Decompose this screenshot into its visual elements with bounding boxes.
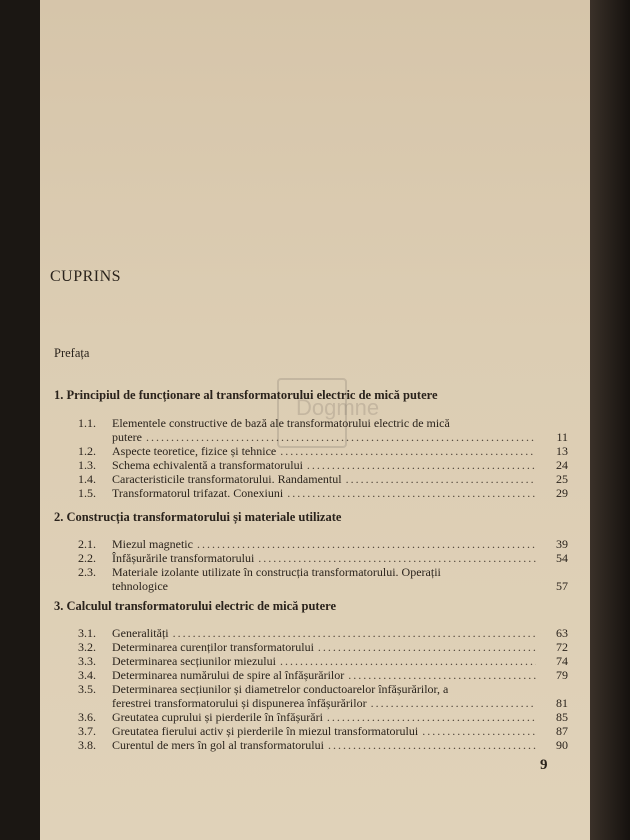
toc-entry-number: 2.3. [78, 565, 96, 579]
toc-entry [78, 654, 568, 668]
toc-entry-page: 13 [556, 444, 568, 458]
toc-entry-text: Înfășurările transformatorului [112, 551, 255, 565]
toc-entry-text: Greutatea fierului activ și pierderile în miezul transformatorului [112, 724, 419, 738]
watermark-text: Dogmne [296, 395, 380, 420]
book-edge [590, 0, 630, 840]
leader-dots [348, 668, 536, 682]
toc-entry-number: 2.1. [78, 537, 96, 551]
toc-entry-page: 11 [556, 430, 568, 444]
toc-entry-text: Generalități [112, 626, 169, 640]
toc-entry-text: Schema echivalentă a transformatorului [112, 458, 303, 472]
toc-entry-page: 74 [556, 654, 568, 668]
book-page [40, 0, 590, 840]
leader-dots [327, 710, 536, 724]
toc-entry-number: 3.5. [78, 682, 96, 696]
leader-dots [280, 654, 536, 668]
leader-dots [280, 444, 536, 458]
toc-entry-page: 57 [556, 579, 568, 593]
toc-entry-number: 1.4. [78, 472, 96, 486]
toc-entry-page: 63 [556, 626, 568, 640]
toc-entry-page: 25 [556, 472, 568, 486]
toc-entry [78, 537, 568, 551]
toc-entry [78, 472, 568, 486]
leader-dots [346, 472, 536, 486]
toc-entry-number: 3.7. [78, 724, 96, 738]
toc-entry-page: 79 [556, 668, 568, 682]
toc-entry-text: Curentul de mers în gol al transformatorului [112, 738, 324, 752]
toc-entry-number: 3.1. [78, 626, 96, 640]
leader-dots [307, 458, 536, 472]
toc-entry [78, 682, 568, 710]
toc-entry [78, 668, 568, 682]
toc-entry-page: 85 [556, 710, 568, 724]
leader-dots [318, 640, 536, 654]
toc-entry-page: 39 [556, 537, 568, 551]
toc-entry-number: 1.2. [78, 444, 96, 458]
toc-entry [78, 458, 568, 472]
toc-entry-text: Miezul magnetic [112, 537, 193, 551]
toc-entry-text: Determinarea secțiunilor miezului [112, 654, 276, 668]
toc-entry-number: 3.2. [78, 640, 96, 654]
toc-entry-text: Materiale izolante utilizate în construcția transformatorului. Operații [112, 565, 441, 579]
toc-entry-text: Greutatea cuprului și pierderile în înfășurări [112, 710, 323, 724]
toc-entry [78, 551, 568, 565]
toc-entry [78, 565, 568, 593]
toc-entry [78, 724, 568, 738]
leader-dots [173, 626, 536, 640]
toc-entry-page: 54 [556, 551, 568, 565]
toc-entry-page: 81 [556, 696, 568, 710]
toc-entry [78, 710, 568, 724]
toc-entry-number: 2.2. [78, 551, 96, 565]
page-title: CUPRINS [50, 268, 122, 285]
leader-dots [422, 724, 536, 738]
toc-entry [78, 486, 568, 500]
toc-preface: Prefața [54, 346, 90, 360]
toc-entry-number: 3.4. [78, 668, 96, 682]
page-number: 9 [540, 757, 548, 773]
toc-entry-page: 87 [556, 724, 568, 738]
leader-dots [371, 696, 536, 710]
toc-chapter-title: 1. Principiul de funcționare al transformatorului electric de mică putere [54, 388, 438, 402]
leader-dots [197, 537, 536, 551]
toc-entry-page: 29 [556, 486, 568, 500]
toc-entry-number: 3.6. [78, 710, 96, 724]
toc-entry-text: tehnologice [112, 579, 168, 593]
toc-entry-page: 90 [556, 738, 568, 752]
leader-dots [146, 430, 536, 444]
toc-entry-text: ferestrei transformatorului și dispunerea înfășurărilor [112, 696, 367, 710]
toc-entry-text: Aspecte teoretice, fizice și tehnice [112, 444, 277, 458]
toc-entry-text: Determinarea numărului de spire al înfășurărilor [112, 668, 345, 682]
toc-entry [78, 738, 568, 752]
toc-entry [78, 416, 568, 444]
toc-entry-text: Determinarea secțiunilor și diametrelor conductoarelor înfășurărilor, a [112, 682, 449, 696]
toc-entry-page: 72 [556, 640, 568, 654]
toc-entry-text: putere [112, 430, 142, 444]
toc-entry-number: 3.8. [78, 738, 96, 752]
toc-entry-text: Determinarea curenților transformatorului [112, 640, 314, 654]
toc-entry-number: 1.5. [78, 486, 96, 500]
toc-chapter-title: 2. Construcția transformatorului și materiale utilizate [54, 510, 342, 524]
toc-entry-text: Transformatorul trifazat. Conexiuni [112, 486, 284, 500]
toc-entry [78, 444, 568, 458]
toc-entry [78, 640, 568, 654]
leader-dots [258, 551, 536, 565]
leader-dots [328, 738, 536, 752]
toc-entry-number: 1.3. [78, 458, 96, 472]
toc-entry [78, 626, 568, 640]
toc-chapter-title: 3. Calculul transformatorului electric de mică putere [54, 599, 337, 613]
leader-dots [287, 486, 536, 500]
toc-entry-number: 1.1. [78, 416, 96, 430]
toc-entry-number: 3.3. [78, 654, 96, 668]
toc-entry-text: Caracteristicile transformatorului. Randamentul [112, 472, 342, 486]
toc-entry-text: Elementele constructive de bază ale transformatorului electric de mică [112, 416, 450, 430]
toc-entry-page: 24 [556, 458, 568, 472]
